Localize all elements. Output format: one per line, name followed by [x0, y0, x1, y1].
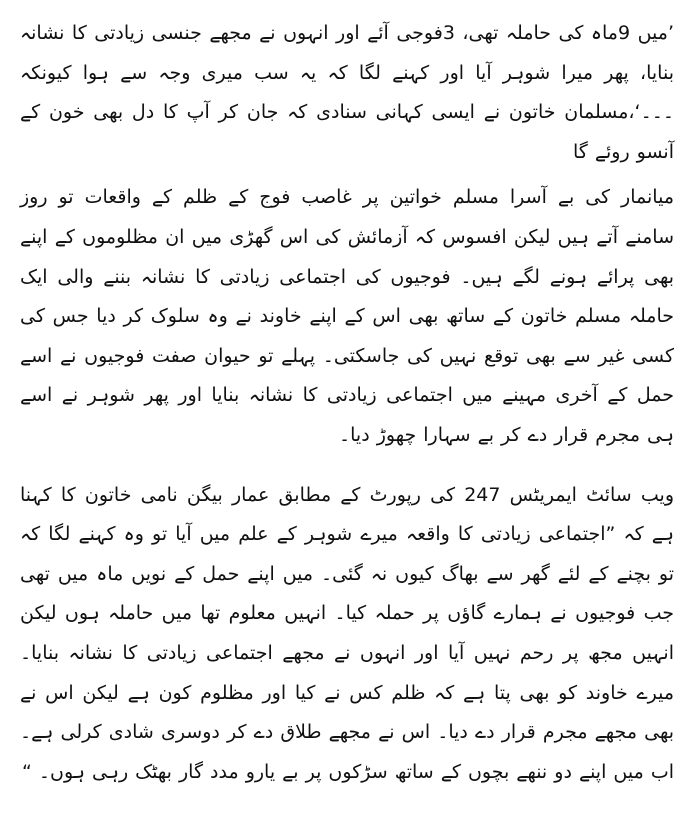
article-paragraph-1: ’میں 9ماہ کی حاملہ تھی، 3فوجی آئے اور انہوں نے مجھے جنسی زیادتی کا نشانہ بنایا، پھر میرا شوہر آیا اور کہنے لگا کہ یہ سب میری وجہ سے ہوا کیونکہ ۔۔۔‘،مسلمان خاتون نے ایسی کہانی سنادی کہ جان کر آپ کا دل بھی خون کے آنسو روئے گا	[20, 22, 674, 163]
article-paragraph-3: ویب سائٹ ایمریٹس 247 کی رپورٹ کے مطابق عمار بیگن نامی خاتون کا کہنا ہے کہ ”اجتماعی زیادتی کا واقعہ میرے شوہر کے علم میں آیا تو وہ کہنے لگا کہ تو بچنے کے لئے گھر سے بھاگ کیوں نہ گئی۔ میں اپنے حمل کے نویں ماہ میں تھی جب فوجیوں نے ہمارے گاﺅں پر حملہ کیا۔ انہیں معلوم تھا میں حاملہ ہوں لیکن انہیں مجھ پر رحم نہیں آیا اور انہوں نے مجھے اجتماعی زیادتی کا نشانہ بنایا۔ میرے خاوند کو بھی پتا ہے کہ ظلم کس نے کیا اور مظلوم کون ہے لیکن اس نے بھی مجھے مجرم قرار دے دیا۔ اس نے مجھے طلاق دے کر دوسری شادی کرلی ہے۔ اب میں اپنے دو ننھے بچوں کے ساتھ سڑکوں پر بے یارو مدد گار بھٹک رہی ہوں۔ “	[20, 483, 675, 783]
article-paragraph-2: میانمار کی بے آسرا مسلم خواتین پر غاصب فوج کے ظلم کے واقعات تو روز سامنے آتے ہیں لیکن افسوس کہ آزمائش کی اس گھڑی میں ان مظلوموں کے اپنے بھی پرائے ہونے لگے ہیں۔ فوجیوں کی اجتماعی زیادتی کا نشانہ بننے والی ایک حاملہ مسلم خاتون کے ساتھ بھی اس کے اپنے خاوند نے وہ سلوک کر دیا جس کی کسی غیر سے بھی توقع نہیں کی جاسکتی۔ پہلے تو حیوان صفت فوجیوں نے اسے حمل کے آخری مہینے میں اجتماعی زیادتی کا نشانہ بنایا اور پھر شوہر نے اسے ہی مجرم قرار دے کر بے سہارا چھوڑ دیا۔	[20, 186, 674, 446]
